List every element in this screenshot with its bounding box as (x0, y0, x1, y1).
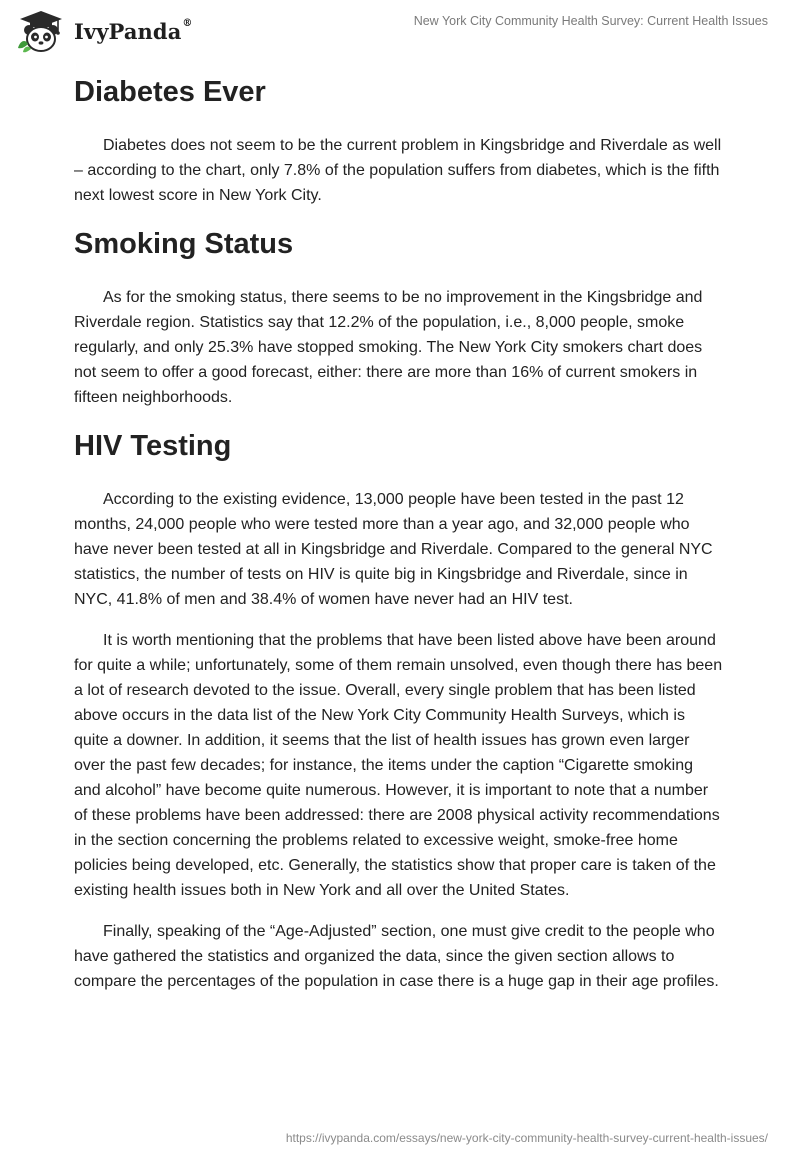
paragraph: As for the smoking status, there seems to be no improvement in the Kingsbridge and Riverdale region. Statistics say that 12.2% of the population, i.e., 8,000 people, smoke regularly, and only 25.3% have stopped smoking. The New York City smokers chart does not seem to offer a good forecast, either: there are more than 16% of current smokers in fifteen neighborhoods. (74, 289, 703, 406)
section-heading-smoking: Smoking Status (74, 228, 294, 260)
section-heading-diabetes: Diabetes Ever (74, 76, 266, 108)
brand-name: IvyPanda ® (74, 17, 193, 44)
document-title: New York City Community Health Survey: Current Health Issues (413, 14, 768, 28)
essay-content (74, 70, 724, 994)
paragraph: Finally, speaking of the “Age-Adjusted” section, one must give credit to the people who have gathered the statistics and organized the data, since the given section allows to compare the percentages of the population in case there is a huge gap in their age profiles. (74, 923, 719, 990)
registered-mark: ® (182, 17, 193, 29)
paragraph: Diabetes does not seem to be the current problem in Kingsbridge and Riverdale as well – according to the chart, only 7.8% of the population suffers from diabetes, which is the fifth next lowest score in New York City. (74, 137, 722, 204)
section-heading-hiv: HIV Testing (74, 430, 232, 462)
paragraph: It is worth mentioning that the problems that have been listed above have been around for quite a while; unfortunately, some of them remain unsolved, even though there has been a lot of research devoted to the issue. Overall, every single problem that has been listed above occurs in the data list of the New York City Community Health Surveys, which is quite a downer. In addition, it seems that the list of health issues has grown even larger over the past few decades; for instance, the items under the caption “Cigarette smoking and alcohol” have become quite numerous. However, it is important to note that a number of these problems have been addressed: there are 2008 physical activity recommendations in the section concerning the problems related to excessive weight, smoke-free home policies being developed, etc. Generally, the statistics show that proper care is taken of the existing health issues both in New York and all over the United States. (74, 632, 723, 899)
ivypanda-logo[interactable] (14, 8, 193, 54)
page-header (0, 0, 800, 62)
source-url-link[interactable]: https://ivypanda.com/essays/new-york-city-community-health-survey-current-health-issues/ (285, 1131, 768, 1145)
paragraph: According to the existing evidence, 13,000 people have been tested in the past 12 months, 24,000 people who were tested more than a year ago, and 32,000 people who have never been tested at all in Kingsbridge and Riverdale. Compared to the general NYC statistics, the number of tests on HIV is quite big in Kingsbridge and Riverdale, since in NYC, 41.8% of men and 38.4% of women have never had an HIV test. (74, 491, 713, 608)
panda-graduate-icon (14, 8, 68, 54)
